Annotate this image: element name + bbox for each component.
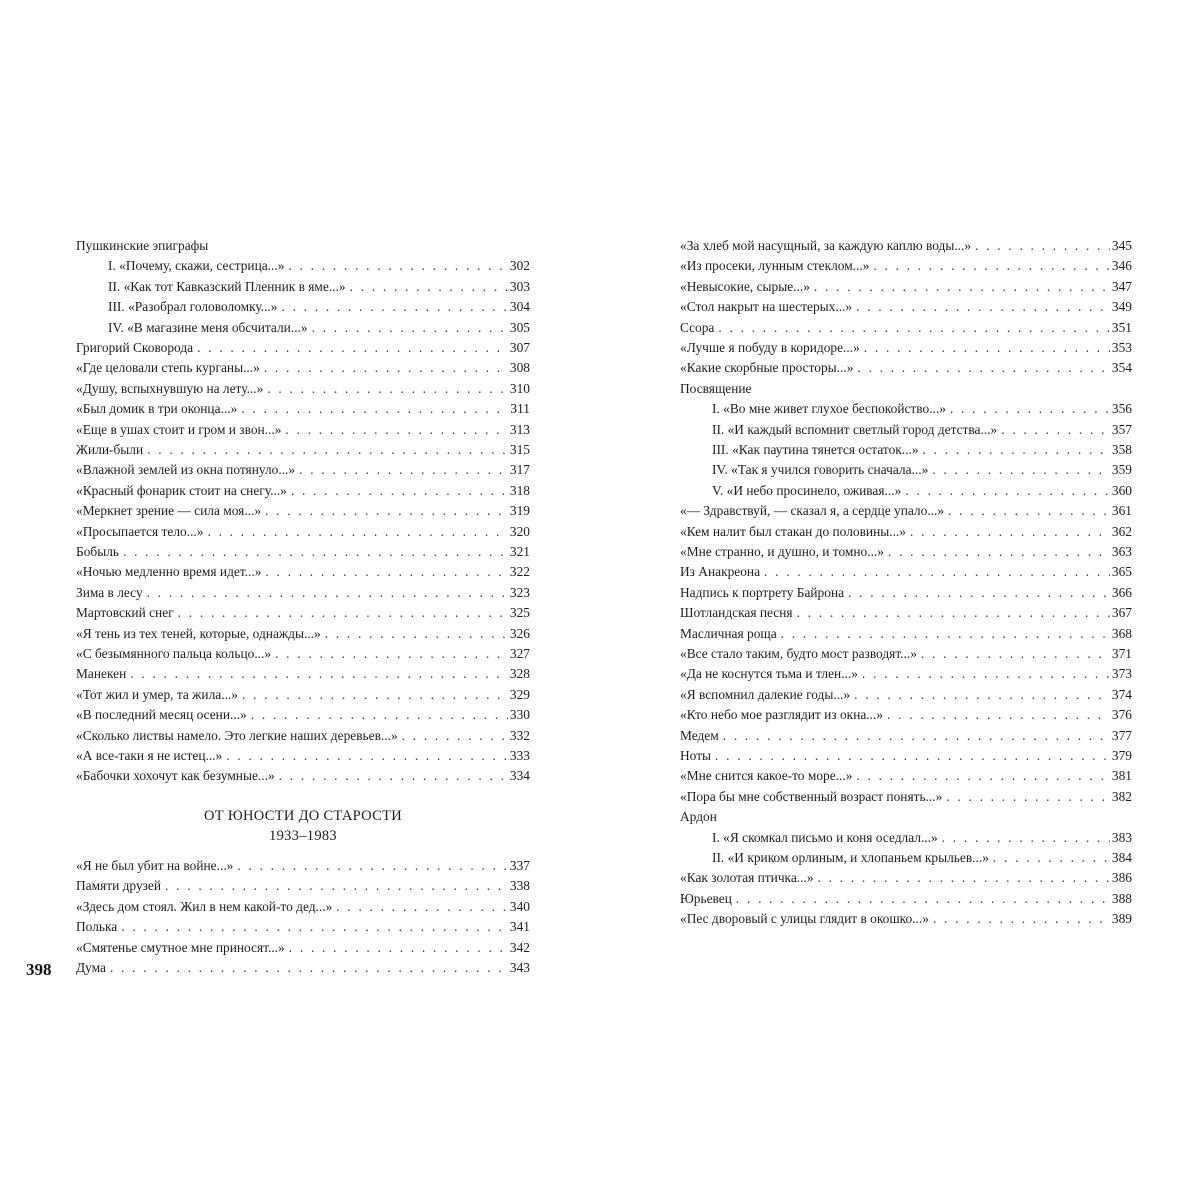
- toc-entry-page: 319: [509, 503, 530, 519]
- toc-entry-title: «Я вспомнил далекие годы...»: [680, 686, 851, 702]
- toc-entry: [76, 399, 530, 419]
- toc-entry-title: «Смятенье смутное мне приносят...»: [76, 939, 285, 955]
- toc-entry: [76, 338, 530, 358]
- toc-leader-dots: [264, 358, 508, 378]
- toc-entry-title: «В последний месяц осени...»: [76, 707, 247, 723]
- toc-leader-dots: [285, 420, 507, 440]
- toc-entry-title: «Я тень из тех теней, которые, однажды...»: [76, 625, 321, 641]
- toc-entry-page: 325: [509, 605, 530, 621]
- toc-leader-dots: [267, 379, 508, 399]
- toc-leader-dots: [121, 917, 508, 937]
- toc-leader-dots: [147, 440, 508, 460]
- toc-entry-title: «— Здравствуй, — сказал я, а сердце упало...»: [680, 503, 945, 519]
- toc-leader-dots: [147, 583, 508, 603]
- toc-entry-page: 308: [509, 360, 530, 376]
- toc-leader-dots: [288, 256, 507, 276]
- toc-leader-dots: [237, 856, 508, 876]
- toc-entry-title: IV. «В магазине меня обсчитали...»: [108, 319, 308, 335]
- toc-entry: [680, 603, 1132, 623]
- toc-leader-dots: [279, 766, 508, 786]
- toc-entry-title: Бобыль: [76, 544, 119, 559]
- toc-group-heading: [680, 807, 1132, 827]
- toc-entry-title: «Пора бы мне собственный возраст понять...»: [680, 788, 943, 804]
- toc-entry-page: 333: [509, 748, 530, 763]
- section-title: ОТ ЮНОСТИ ДО СТАРОСТИ: [203, 808, 403, 824]
- toc-entry: [680, 460, 1132, 480]
- toc-leader-dots: [933, 909, 1110, 929]
- toc-entry-title: Ноты: [680, 748, 712, 763]
- toc-entry-title: «Кем налит был стакан до половины...»: [680, 523, 906, 539]
- toc-entry-title: III. «Как паутина тянется остаток...»: [712, 442, 919, 457]
- toc-entry: [76, 297, 530, 317]
- toc-entry-page: 358: [1111, 442, 1132, 457]
- toc-entry: [680, 685, 1132, 705]
- toc-entry: [76, 705, 530, 725]
- toc-entry-page: 366: [1111, 584, 1132, 600]
- toc-entry-title: Зима в лесу: [76, 584, 143, 600]
- toc-entry-page: 332: [509, 727, 530, 743]
- toc-entry-title: «За хлеб мой насущный, за каждую каплю воды...»: [680, 238, 972, 253]
- toc-entry: [680, 542, 1132, 562]
- toc-leader-dots: [402, 726, 508, 746]
- toc-entry-page: 304: [509, 299, 530, 315]
- toc-entry-page: 341: [509, 919, 530, 935]
- toc-leader-dots: [715, 746, 1110, 766]
- toc-entry-title: Жили-были: [76, 442, 144, 457]
- toc-leader-dots: [797, 603, 1110, 623]
- toc-entry: [680, 236, 1132, 256]
- toc-entry: [680, 256, 1132, 276]
- toc-entry-page: 345: [1111, 238, 1132, 253]
- toc-leader-dots: [265, 562, 507, 582]
- toc-leader-dots: [910, 522, 1110, 542]
- toc-leader-dots: [864, 338, 1110, 358]
- toc-entry: [76, 726, 530, 746]
- toc-entry-title: «Здесь дом стоял. Жил в нем какой-то дед...»: [76, 898, 333, 914]
- toc-entry-title: «Из просеки, лунным стеклом...»: [680, 258, 870, 274]
- toc-leader-dots: [818, 868, 1110, 888]
- toc-entry: [76, 440, 530, 460]
- toc-entry-page: 357: [1111, 421, 1132, 437]
- toc-entry-page: 307: [509, 340, 530, 355]
- toc-entry-page: 386: [1111, 870, 1132, 886]
- toc-entry-title: «Влажной землей из окна потянуло...»: [76, 462, 296, 478]
- toc-entry-page: 321: [509, 544, 530, 559]
- toc-entry-title: Полька: [76, 919, 118, 935]
- toc-leader-dots: [718, 318, 1110, 338]
- toc-entry: [680, 644, 1132, 664]
- toc-entry-page: 382: [1111, 788, 1132, 804]
- toc-entry-page: 361: [1111, 503, 1132, 519]
- toc-leader-dots: [993, 848, 1110, 868]
- toc-entry-title: «Меркнет зрение — сила моя...»: [76, 503, 262, 519]
- toc-entry: [680, 909, 1132, 929]
- toc-entry-title: «Был домик в три оконца...»: [76, 401, 238, 417]
- toc-entry: [680, 746, 1132, 766]
- toc-leader-dots: [275, 644, 508, 664]
- toc-entry-page: 322: [509, 564, 530, 580]
- toc-leader-dots: [178, 603, 508, 623]
- toc-entry-page: 377: [1111, 727, 1132, 743]
- toc-entry-title: «Красный фонарик стоит на снегу...»: [76, 482, 287, 498]
- toc-entry-title: Из Анакреона: [680, 564, 761, 580]
- toc-entry-page: 362: [1111, 523, 1132, 539]
- toc-entry-page: 303: [509, 278, 530, 294]
- toc-leader-dots: [1001, 420, 1110, 440]
- toc-leader-dots: [123, 542, 508, 562]
- toc-entry-title: IV. «Так я учился говорить сначала...»: [712, 462, 929, 478]
- toc-entry: [76, 897, 530, 917]
- toc-leader-dots: [336, 897, 508, 917]
- toc-leader-dots: [197, 338, 508, 358]
- toc-entry-page: 320: [509, 523, 530, 539]
- toc-entry: [76, 938, 530, 958]
- toc-entry-title: Масличная роща: [680, 625, 777, 641]
- toc-entry-page: 351: [1111, 319, 1132, 335]
- toc-entry: [76, 277, 530, 297]
- toc-entry: [680, 868, 1132, 888]
- toc-entry-title: «Какие скорбные просторы...»: [680, 360, 854, 376]
- toc-leader-dots: [736, 889, 1110, 909]
- toc-leader-dots: [905, 481, 1110, 501]
- toc-entry-page: 315: [509, 442, 530, 457]
- toc-leader-dots: [873, 256, 1109, 276]
- toc-entry-page: 334: [509, 768, 530, 784]
- toc-entry-page: 347: [1111, 278, 1132, 294]
- toc-entry-title: «Пес дворовый с улицы глядит в окошко...»: [680, 911, 929, 927]
- toc-entry: [76, 876, 530, 896]
- toc-entry-title: «Как золотая птичка...»: [680, 870, 814, 886]
- toc-entry-title: Дума: [76, 960, 106, 975]
- toc-entry: [76, 501, 530, 521]
- toc-leader-dots: [923, 440, 1110, 460]
- toc-leader-dots: [110, 958, 508, 978]
- toc-entry: [76, 358, 530, 378]
- toc-leader-dots: [350, 277, 508, 297]
- toc-leader-dots: [226, 746, 508, 766]
- toc-leader-dots: [887, 705, 1110, 725]
- toc-entry: [76, 542, 530, 562]
- toc-entry-title: I. «Я скомкал письмо и коня оседлал...»: [712, 829, 938, 845]
- toc-entry-title: Ссора: [680, 319, 715, 335]
- toc-entry-title: Шотландская песня: [680, 605, 793, 621]
- toc-entry-title: Григорий Сковорода: [76, 340, 194, 355]
- toc-leader-dots: [948, 501, 1110, 521]
- toc-entry-title: III. «Разобрал головоломку...»: [108, 299, 278, 315]
- toc-entry-page: 305: [509, 319, 530, 335]
- toc-entry-page: 388: [1111, 890, 1132, 906]
- toc-entry: [76, 958, 530, 978]
- toc-leader-dots: [857, 358, 1109, 378]
- toc-entry-page: 302: [509, 258, 530, 274]
- toc-entry-page: 337: [509, 858, 530, 873]
- toc-leader-dots: [862, 664, 1110, 684]
- toc-leader-dots: [764, 562, 1110, 582]
- toc-entry-page: 354: [1111, 360, 1132, 376]
- toc-entry: [76, 583, 530, 603]
- toc-entry-page: 368: [1111, 625, 1132, 641]
- toc-entry-page: 313: [509, 421, 530, 437]
- toc-entry-title: «Я не был убит на войне...»: [76, 858, 234, 873]
- toc-entry: [680, 889, 1132, 909]
- toc-entry-title: «Стол накрыт на шестерых...»: [680, 299, 853, 315]
- toc-entry-title: «Просыпается тело...»: [76, 523, 204, 539]
- toc-entry: [76, 664, 530, 684]
- toc-entry-page: 317: [509, 462, 530, 478]
- toc-leader-dots: [950, 399, 1110, 419]
- toc-entry-page: 365: [1111, 564, 1132, 580]
- toc-entry-title: «Тот жил и умер, та жила...»: [76, 686, 238, 702]
- toc-entry-title: II. «Как тот Кавказский Пленник в яме...»: [108, 278, 346, 294]
- toc-entry-title: «Лучше я побуду в коридоре...»: [680, 340, 860, 355]
- toc-group-heading: [76, 236, 530, 256]
- toc-entry: [76, 460, 530, 480]
- toc-entry-title: Пушкинские эпиграфы: [76, 238, 209, 253]
- toc-entry: [680, 522, 1132, 542]
- toc-entry-title: V. «И небо просинело, оживая...»: [712, 482, 902, 498]
- toc-entry-title: Ардон: [680, 809, 717, 825]
- toc-entry-title: «Где целовали степь курганы...»: [76, 360, 260, 376]
- toc-entry-title: «Мне странно, и душно, и томно...»: [680, 544, 884, 559]
- toc-entry: [76, 318, 530, 338]
- toc-entry-page: 326: [509, 625, 530, 641]
- toc-entry-page: 327: [509, 646, 530, 661]
- toc-entry-page: 373: [1111, 666, 1132, 682]
- toc-entry-title: «Все стало таким, будто мост разводят...»: [680, 646, 917, 661]
- toc-entry: [76, 562, 530, 582]
- toc-group-heading: [680, 379, 1132, 399]
- toc-entry-page: 311: [510, 401, 530, 417]
- toc-entry-page: 359: [1111, 462, 1132, 478]
- toc-entry: [680, 766, 1132, 786]
- toc-leader-dots: [856, 766, 1110, 786]
- toc-entry: [680, 277, 1132, 297]
- toc-leader-dots: [207, 522, 507, 542]
- toc-entry-page: 329: [509, 686, 530, 702]
- section-years: 1933–1983: [269, 828, 337, 844]
- toc-entry-title: I. «Во мне живет глухое беспокойство...»: [712, 401, 946, 417]
- toc-entry: [680, 338, 1132, 358]
- toc-entry: [76, 420, 530, 440]
- toc-leader-dots: [814, 277, 1110, 297]
- toc-entry-page: 340: [509, 898, 530, 914]
- toc-entry-title: «Да не коснутся тьма и тлен...»: [680, 666, 858, 682]
- toc-leader-dots: [854, 685, 1110, 705]
- toc-entry-title: Посвящение: [680, 380, 752, 396]
- toc-entry: [76, 256, 530, 276]
- toc-entry: [680, 318, 1132, 338]
- toc-entry: [76, 644, 530, 664]
- toc-entry-title: Надпись к портрету Байрона: [680, 584, 845, 600]
- toc-entry: [680, 440, 1132, 460]
- toc-entry: [76, 379, 530, 399]
- toc-entry-title: Манекен: [76, 666, 127, 682]
- toc-entry-title: «А все-таки я не истец...»: [76, 748, 223, 763]
- toc-leader-dots: [888, 542, 1110, 562]
- toc-entry: [76, 481, 530, 501]
- toc-entry: [76, 766, 530, 786]
- toc-leader-dots: [265, 501, 508, 521]
- toc-leader-dots: [242, 685, 508, 705]
- toc-entry-page: 383: [1111, 829, 1132, 845]
- toc-entry-page: 330: [509, 707, 530, 723]
- toc-leader-dots: [325, 624, 508, 644]
- toc-entry-title: «Сколько листвы намело. Это легкие наших деревьев...»: [76, 727, 398, 743]
- toc-leader-dots: [299, 460, 508, 480]
- toc-entry-page: 379: [1111, 748, 1132, 763]
- toc-entry-page: 367: [1111, 605, 1132, 621]
- toc-entry-page: 389: [1111, 911, 1132, 927]
- toc-entry: [680, 583, 1132, 603]
- toc-entry: [680, 664, 1132, 684]
- toc-entry: [680, 420, 1132, 440]
- toc-entry-page: 353: [1111, 340, 1132, 355]
- toc-entry: [76, 917, 530, 937]
- toc-entry-title: «Мне снится какое-то море...»: [680, 768, 853, 784]
- toc-leader-dots: [942, 828, 1110, 848]
- toc-entry-page: 371: [1111, 646, 1132, 661]
- toc-entry-title: «Душу, вспыхнувшую на лету...»: [76, 380, 264, 396]
- toc-leader-dots: [921, 644, 1110, 664]
- toc-entry: [76, 746, 530, 766]
- toc-leader-dots: [241, 399, 508, 419]
- toc-entry-page: 363: [1111, 544, 1132, 559]
- toc-entry: [680, 358, 1132, 378]
- toc-leader-dots: [946, 787, 1110, 807]
- toc-leader-dots: [130, 664, 508, 684]
- toc-entry-title: «Кто небо мое разглядит из окна...»: [680, 707, 884, 723]
- toc-leader-dots: [165, 876, 508, 896]
- toc-entry-page: 318: [509, 482, 530, 498]
- toc-entry-page: 342: [509, 939, 530, 955]
- toc-leader-dots: [856, 297, 1110, 317]
- toc-entry: [680, 399, 1132, 419]
- toc-entry: [76, 685, 530, 705]
- toc-entry-title: «Ночью медленно время идет...»: [76, 564, 262, 580]
- toc-entry: [680, 787, 1132, 807]
- toc-leader-dots: [281, 297, 507, 317]
- toc-entry: [76, 624, 530, 644]
- toc-leader-dots: [312, 318, 508, 338]
- toc-entry-page: 381: [1111, 768, 1132, 784]
- toc-leader-dots: [723, 726, 1110, 746]
- toc-leader-dots: [289, 938, 508, 958]
- toc-entry-page: 328: [509, 666, 530, 682]
- toc-leader-dots: [251, 705, 508, 725]
- toc-entry: [76, 856, 530, 876]
- toc-entry-page: 346: [1111, 258, 1132, 274]
- toc-entry-page: 338: [509, 878, 530, 894]
- toc-entry: [680, 726, 1132, 746]
- toc-entry-title: Мартовский снег: [76, 605, 174, 621]
- toc-entry-title: Памяти друзей: [76, 878, 162, 894]
- toc-entry: [680, 481, 1132, 501]
- toc-leader-dots: [975, 236, 1110, 256]
- page-number: 398: [26, 960, 52, 979]
- toc-entry-title: II. «И каждый вспомнит светлый город детства...»: [712, 421, 998, 437]
- toc-entry: [680, 848, 1132, 868]
- toc-entry: [76, 603, 530, 623]
- toc-entry-title: «С безымянного пальца кольцо...»: [76, 646, 272, 661]
- toc-entry: [680, 624, 1132, 644]
- toc-entry-page: 349: [1111, 299, 1132, 315]
- toc-entry: [680, 297, 1132, 317]
- toc-entry-title: Медем: [680, 727, 719, 743]
- toc-entry-page: 384: [1111, 850, 1132, 865]
- toc-entry-page: 310: [509, 380, 530, 396]
- toc-leader-dots: [291, 481, 508, 501]
- toc-entry-page: 356: [1111, 401, 1132, 417]
- toc-entry-title: «Еще в ушах стоит и гром и звон...»: [76, 421, 282, 437]
- toc-entry-page: 376: [1111, 707, 1132, 723]
- toc-entry: [680, 562, 1132, 582]
- toc-entry: [680, 705, 1132, 725]
- toc-entry-page: 343: [509, 960, 530, 975]
- toc-entry-page: 360: [1111, 482, 1132, 498]
- toc-leader-dots: [781, 624, 1110, 644]
- toc-entry-title: I. «Почему, скажи, сестрица...»: [108, 258, 285, 274]
- toc-entry: [680, 501, 1132, 521]
- toc-entry: [680, 828, 1132, 848]
- toc-leader-dots: [932, 460, 1110, 480]
- toc-entry-title: «Невысокие, сырые...»: [680, 278, 810, 294]
- toc-entry-page: 374: [1111, 686, 1132, 702]
- toc-entry: [76, 522, 530, 542]
- toc-entry-title: «Бабочки хохочут как безумные...»: [76, 768, 275, 784]
- toc-entry-page: 323: [509, 584, 530, 600]
- toc-entry-title: II. «И криком орлиным, и хлопаньем крыльев...»: [712, 850, 989, 865]
- toc-leader-dots: [848, 583, 1110, 603]
- toc-entry-title: Юрьевец: [680, 890, 732, 906]
